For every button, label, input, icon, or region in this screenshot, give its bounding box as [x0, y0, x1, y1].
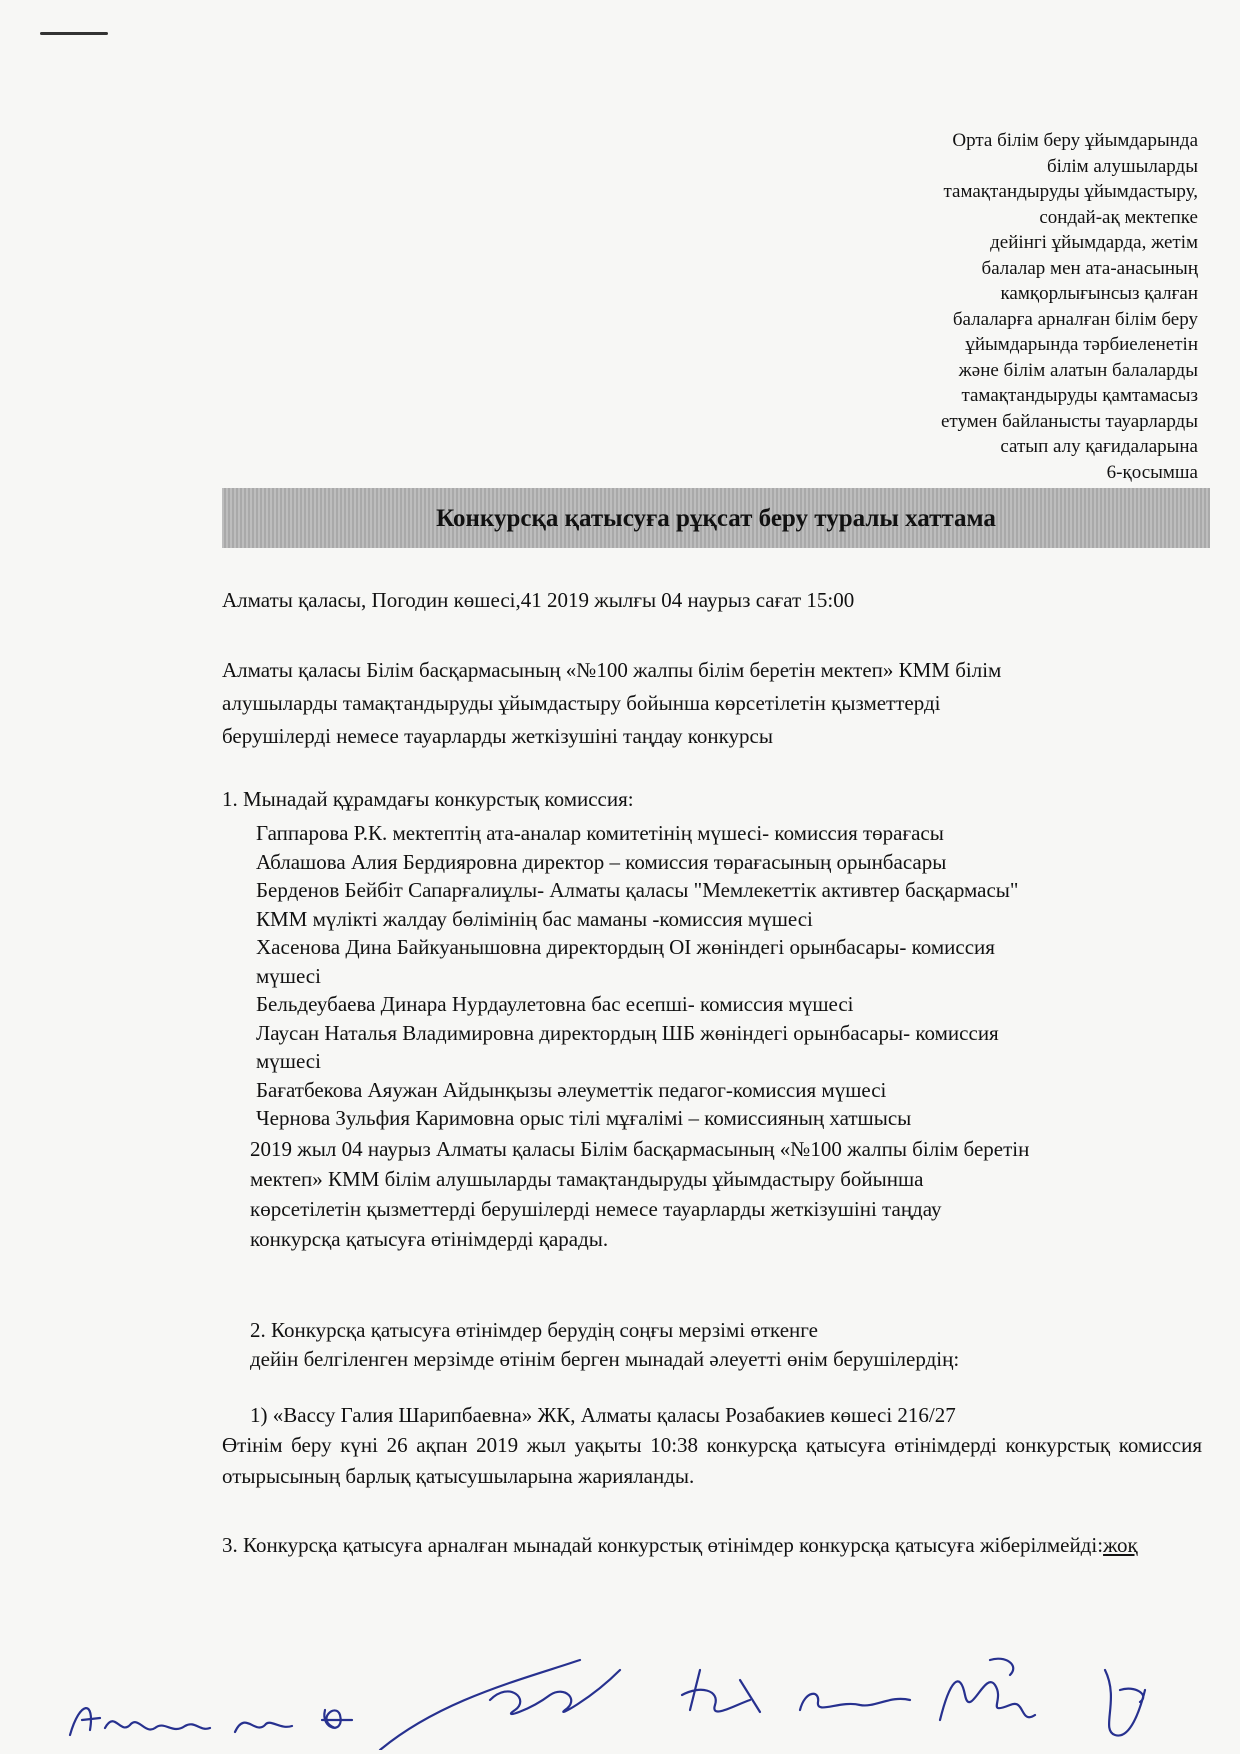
- annex-line: сатып алу қағидаларына: [1000, 436, 1198, 457]
- list-item: мүшесі: [256, 1049, 321, 1073]
- signature-7: [940, 1659, 1035, 1720]
- intro-line: берушілерді немесе тауарларды жеткізушіні таңдау конкурсы: [222, 724, 773, 748]
- signature-8: [1105, 1670, 1145, 1736]
- considered-line: 2019 жыл 04 наурыз Алматы қаласы Білім басқармасының «№100 жалпы білім беретін: [250, 1137, 1030, 1161]
- considered-line: көрсетілетін қызметтерді берушілерді немесе тауарларды жеткізушіні таңдау: [250, 1197, 942, 1221]
- signature-3: [322, 1710, 352, 1728]
- application-time-paragraph: Өтінім беру күні 26 ақпан 2019 жыл уақыты 10:38 конкурсқа қатысуға өтінімдерді конкурстық комиссия отырысының барлық қатысушыларына жарияланды.: [222, 1433, 1202, 1488]
- annex-line: Орта білім беру ұйымдарында: [952, 130, 1198, 151]
- document-title: Конкурсқа қатысуға рұқсат беру туралы хаттама: [436, 505, 996, 532]
- commission-member-list: [256, 819, 1186, 1133]
- list-item: Аблашова Алия Бердияровна директор – комиссия төрағасының орынбасары: [256, 849, 947, 874]
- annex-line: тамақтандыруды қамтамасыз: [961, 385, 1198, 406]
- considered-line: конкурсқа қатысуға өтінімдерді қарады.: [250, 1227, 609, 1251]
- scan-mark: [40, 32, 108, 35]
- annex-line: дейінгі ұйымдарда, жетім: [990, 232, 1198, 253]
- section-3-text: 3. Конкурсқа қатысуға арналған мынадай конкурстық өтінімдер конкурсқа қатысуға жіберілмейді:: [222, 1533, 1104, 1557]
- annex-line: ұйымдарында тәрбиеленетін: [965, 334, 1198, 355]
- annex-line: сондай-ақ мектепке: [1039, 206, 1198, 228]
- considered-line: мектеп» КММ білім алушыларды тамақтандыруды ұйымдастыру бойынша: [250, 1167, 924, 1191]
- signature-5: [682, 1670, 760, 1712]
- list-item: КММ мүлікті жалдау бөлімінің бас маманы -комиссия мүшесі: [256, 906, 813, 931]
- list-item: Бельдеубаева Динара Нурдаулетовна бас есепші- комиссия мүшесі: [256, 992, 854, 1016]
- annex-note: [678, 128, 1198, 485]
- intro-paragraph: [222, 654, 1182, 753]
- list-item: мүшесі: [256, 963, 321, 988]
- list-item: Бағатбекова Аяужан Айдынқызы әлеуметтік педагог-комиссия мүшесі: [256, 1077, 887, 1102]
- list-item: Чернова Зульфия Каримовна орыс тілі мұғалімі – комиссияның хатшысы: [256, 1106, 912, 1130]
- signature-4: [380, 1660, 620, 1750]
- signature-2: [235, 1723, 292, 1732]
- section-2: [250, 1316, 1190, 1374]
- annex-line: балаларға арналған білім беру: [952, 308, 1198, 330]
- signature-6: [800, 1694, 910, 1710]
- intro-line: Алматы қаласы Білім басқармасының «№100 жалпы білім беретін мектеп» КММ білім: [222, 658, 1002, 682]
- section-2-line: 2. Конкурсқа қатысуға өтінімдер берудің соңғы мерзімі өткенге: [250, 1318, 818, 1342]
- signatures: [60, 1640, 1190, 1750]
- signature-1: [70, 1708, 210, 1735]
- annex-line: камқорлығынсыз қалған: [1000, 283, 1198, 304]
- section-2-line: дейін белгіленген мерзімде өтінім берген мынадай әлеуетті өнім берушілердің:: [250, 1347, 960, 1371]
- place-date-line: Алматы қаласы, Погодин көшесі,41 2019 жылғы 04 наурыз сағат 15:00: [222, 588, 855, 612]
- list-item: Гаппарова Р.К. мектептің ата-аналар комитетінің мүшесі- комиссия төрағасы: [256, 821, 944, 845]
- supplier-item: 1) «Вассу Галия Шарипбаевна» ЖК, Алматы қаласы Розабакиев көшесі 216/27: [250, 1403, 956, 1427]
- intro-line: алушыларды тамақтандыруды ұйымдастыру бойынша көрсетілетін қызметтерді: [222, 691, 941, 715]
- commission-heading: 1. Мынадай құрамдағы конкурстық комиссия:: [222, 787, 634, 811]
- annex-line: және білім алатын балаларды: [958, 359, 1198, 381]
- annex-line: етумен байланысты тауарларды: [940, 410, 1198, 432]
- annex-line: 6-қосымша: [1106, 461, 1198, 483]
- list-item: Хасенова Дина Байкуанышовна директордың ОІ жөніндегі орынбасары- комиссия: [256, 935, 995, 959]
- considered-paragraph: [250, 1134, 1202, 1254]
- annex-line: тамақтандыруды ұйымдастыру,: [943, 181, 1198, 202]
- annex-line: білім алушыларды: [1046, 155, 1198, 177]
- list-item: Лаусан Наталья Владимировна директордың ШБ жөніндегі орынбасары- комиссия: [256, 1020, 999, 1045]
- section-3: [222, 1530, 1202, 1561]
- annex-line: балалар мен ата-анасының: [981, 257, 1198, 279]
- section-3-answer: жоқ: [1103, 1533, 1138, 1557]
- list-item: Берденов Бейбіт Сапарғалиұлы- Алматы қаласы "Мемлекеттік активтер басқармасы": [256, 878, 1019, 902]
